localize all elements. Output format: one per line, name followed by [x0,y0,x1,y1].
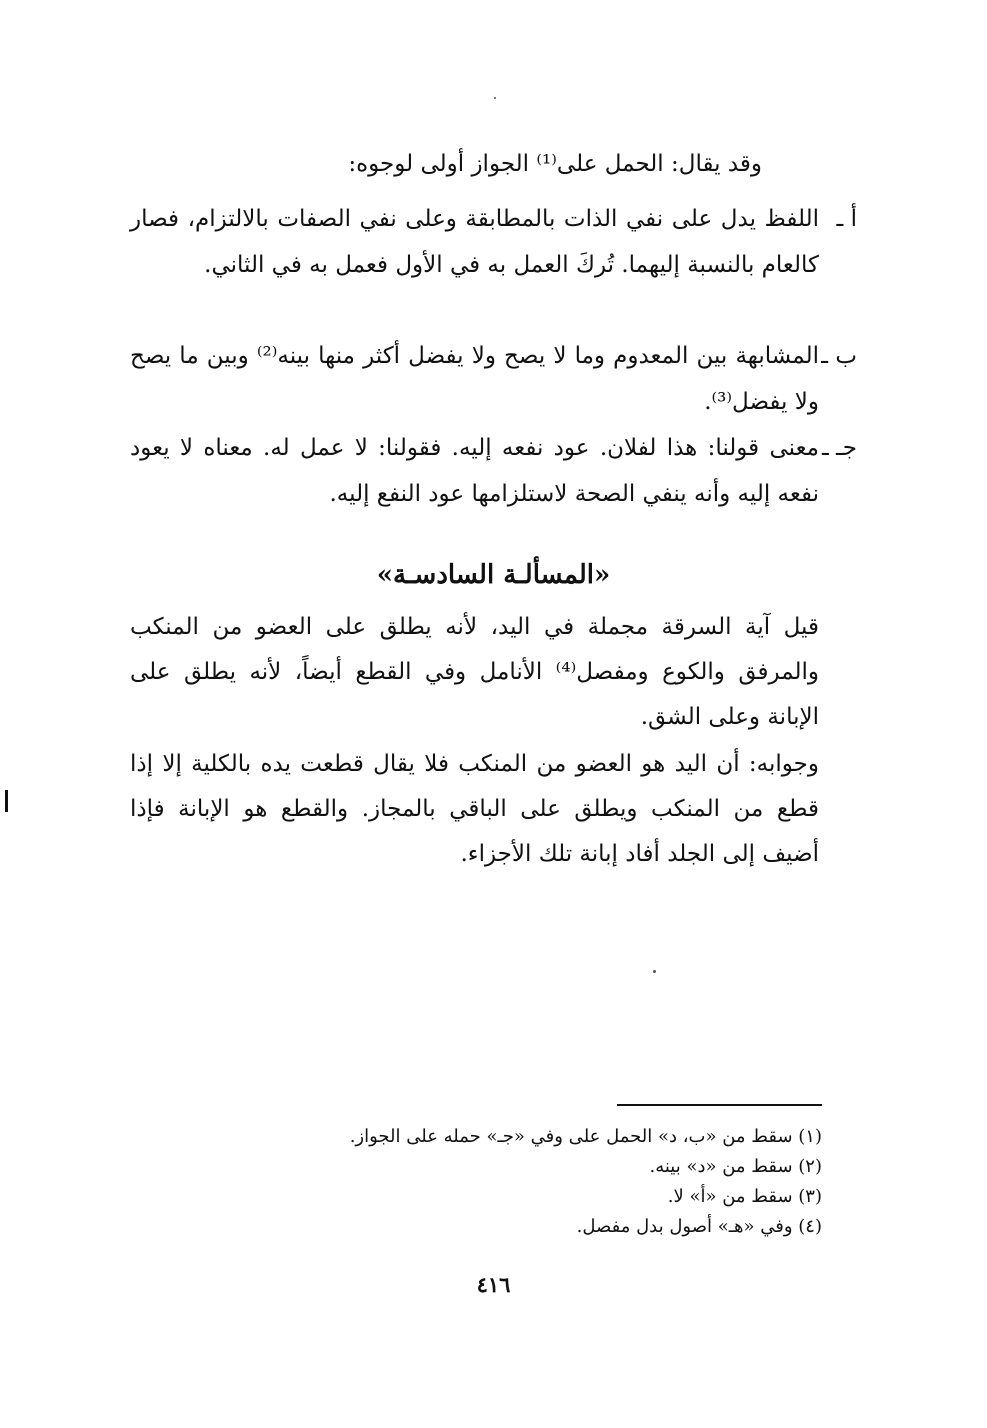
list-item-b [130,333,857,425]
scan-speck [653,970,656,973]
footnote-3: (٣) سقط من «أ» لا. [667,1186,822,1207]
list-item-c [130,425,857,517]
list-marker: أ ـ [836,206,857,232]
section-heading: «المسألـة السادسـة» [376,560,611,590]
footnote-1: (١) سقط من «ب، د» الحمل على وفي «جـ» حمله على الجواز. [349,1126,822,1147]
scan-speck [494,97,496,99]
footnote-2: (٢) سقط من «د» بينه. [649,1156,822,1177]
page-number: ٤١٦ [476,1272,511,1297]
paragraph-2: وجوابه: أن اليد هو العضو من المنكب فلا يقال قطعت يده بالكلية إلا إذا قطع من المنكب ويطلق على الباقي بالمجاز. والقطع هو الإبانة فإذا أضيف إلى الجلد أفاد إبانة تلك الأجزاء. [130,751,819,867]
intro-line: وقد يقال: الحمل على⁽¹⁾ الجواز أولى لوجوه: [348,151,762,177]
paragraph-1: قيل آية السرقة مجملة في اليد، لأنه يطلق على العضو من المنكب والمرفق والكوع ومفصل⁽⁴⁾ الأنامل وفي القطع أيضاً، لأنه يطلق على الإبانة وعلى الشق. [130,614,819,730]
footnote-4: (٤) وفي «هـ» أصول بدل مفصل. [576,1216,822,1237]
scan-margin-mark [5,790,8,812]
list-marker: ب ـ [821,343,857,369]
list-item-text: اللفظ يدل على نفي الذات بالمطابقة وعلى نفي الصفات بالالتزام، فصار كالعام بالنسبة إليهما. تُركَ العمل به في الأول فعمل به في الثاني. [130,206,819,278]
footnotes [300,1122,822,1242]
footnote-rule [617,1104,822,1106]
list-marker: جـ ـ [821,435,857,461]
list-item-text: المشابهة بين المعدوم وما لا يصح ولا يفضل أكثر منها بينه⁽²⁾ وبين ما يصح ولا يفضل⁽³⁾. [130,343,819,415]
list-item-text: معنى قولنا: هذا لفلان. عود نفعه إليه. فقولنا: لا عمل له. معناه لا يعود نفعه إليه وأنه ينفي الصحة لاستلزامها عود النفع إليه. [130,435,819,507]
list-item-a [130,196,857,288]
